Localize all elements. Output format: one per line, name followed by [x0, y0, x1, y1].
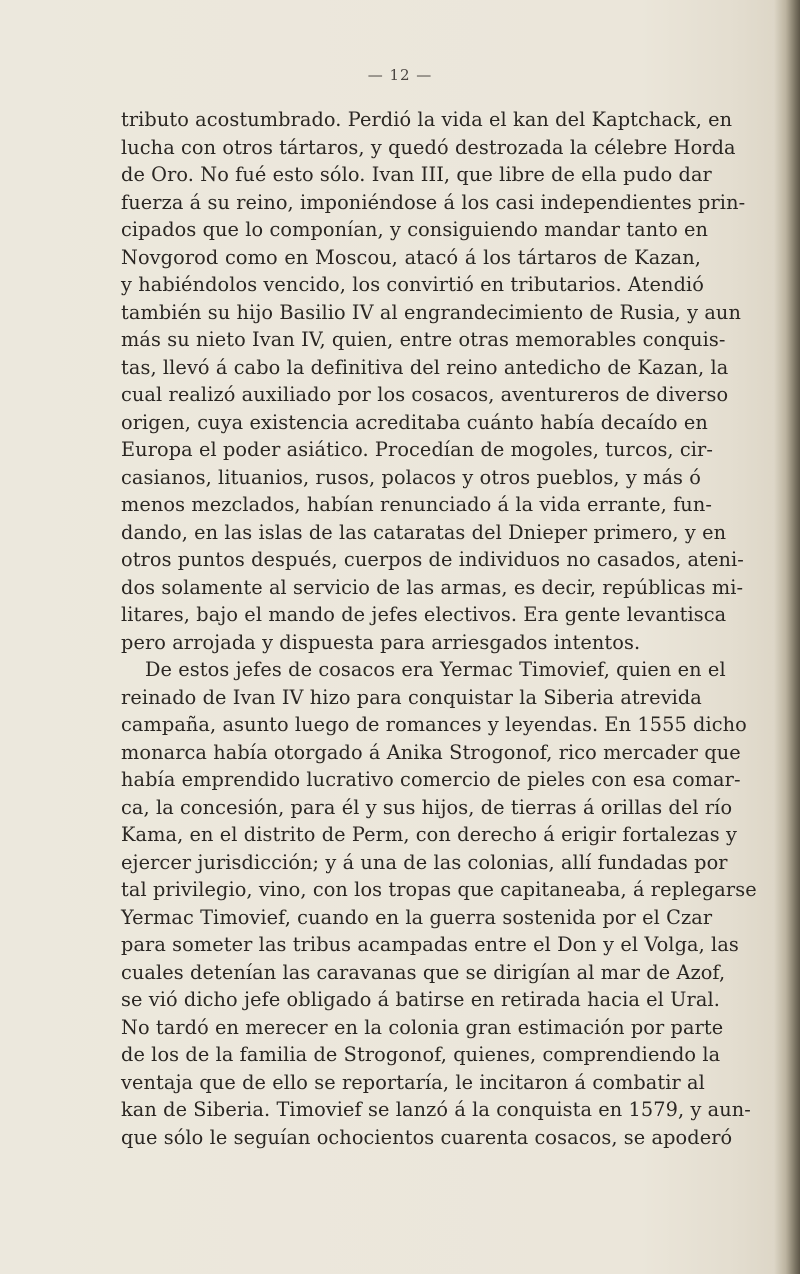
text-line: cual realizó auxiliado por los cosacos, aventureros de diverso: [121, 383, 729, 406]
text-line: de Oro. No fué esto sólo. Ivan III, que libre de ella pudo dar: [121, 163, 712, 186]
page-edge-shadow: [774, 0, 800, 1274]
body-text: [121, 106, 757, 1151]
text-line: menos mezclados, habían renunciado á la vida errante, fun-: [121, 493, 712, 516]
text-line: ventaja que de ello se reportaría, le incitaron á combatir al: [121, 1070, 705, 1094]
text-line: fuerza á su reino, imponiéndose á los casi independientes prin-: [121, 190, 746, 214]
text-line: que sólo le seguían ochocientos cuarenta cosacos, se apoderó: [121, 1125, 733, 1149]
text-line: ca, la concesión, para él y sus hijos, de tierras á orillas del río: [121, 795, 733, 819]
text-line: se vió dicho jefe obligado á batirse en retirada hacia el Ural.: [121, 988, 720, 1011]
text-line: había emprendido lucrativo comercio de pieles con esa comar-: [121, 768, 741, 791]
text-line: dos solamente al servicio de las armas, es decir, repúblicas mi-: [121, 575, 744, 599]
text-line: de los de la familia de Strogonof, quienes, comprendiendo la: [121, 1043, 721, 1066]
text-line: dando, en las islas de las cataratas del Dnieper primero, y en: [121, 520, 727, 544]
text-line: más su nieto Ivan IV, quien, entre otras memorables conquis-: [121, 328, 726, 351]
text-line: tas, llevó á cabo la definitiva del reino antedicho de Kazan, la: [121, 355, 729, 379]
text-line: cipados que lo componían, y consiguiendo mandar tanto en: [121, 218, 709, 241]
text-line: campaña, asunto luego de romances y leyendas. En 1555 dicho: [121, 713, 747, 736]
page-number: — 12 —: [367, 66, 433, 84]
text-line: Europa el poder asiático. Procedían de mogoles, turcos, cir-: [121, 438, 713, 461]
text-line: pero arrojada y dispuesta para arriesgados intentos.: [121, 630, 641, 654]
text-line: otros puntos después, cuerpos de individuos no casados, ateni-: [121, 548, 744, 571]
text-line: ejercer jurisdicción; y á una de las colonias, allí fundadas por: [121, 850, 728, 874]
text-line: No tardó en merecer en la colonia gran estimación por parte: [121, 1015, 724, 1039]
text-line: origen, cuya existencia acreditaba cuánto había decaído en: [121, 410, 708, 434]
text-line: tal privilegio, vino, con los tropas que capitaneaba, á replegarse: [121, 878, 757, 901]
text-line: lucha con otros tártaros, y quedó destrozada la célebre Horda: [121, 135, 736, 159]
text-line: también su hijo Basilio IV al engrandecimiento de Rusia, y aun: [121, 300, 741, 324]
text-line: Novgorod como en Moscou, atacó á los tártaros de Kazan,: [121, 245, 701, 269]
text-line: y habiéndolos vencido, los convirtió en tributarios. Atendió: [121, 273, 704, 296]
text-line: litares, bajo el mando de jefes electivos. Era gente levantisca: [121, 603, 727, 626]
text-line: Yermac Timovief, cuando en la guerra sostenida por el Czar: [121, 905, 713, 929]
text-line: reinado de Ivan IV hizo para conquistar la Siberia atrevida: [121, 685, 702, 709]
text-line: De estos jefes de cosacos era Yermac Timovief, quien en el: [145, 658, 726, 681]
text-line: Kama, en el distrito de Perm, con derecho á erigir fortalezas y: [121, 823, 737, 846]
text-line: kan de Siberia. Timovief se lanzó á la conquista en 1579, y aun-: [121, 1098, 751, 1121]
text-line: monarca había otorgado á Anika Strogonof, rico mercader que: [121, 740, 741, 764]
text-line: para someter las tribus acampadas entre el Don y el Volga, las: [121, 933, 739, 956]
text-line: casianos, lituanios, rusos, polacos y otros pueblos, y más ó: [121, 465, 701, 489]
text-line: cuales detenían las caravanas que se dirigían al mar de Azof,: [121, 960, 726, 984]
text-line: tributo acostumbrado. Perdió la vida el kan del Kaptchack, en: [121, 108, 733, 131]
